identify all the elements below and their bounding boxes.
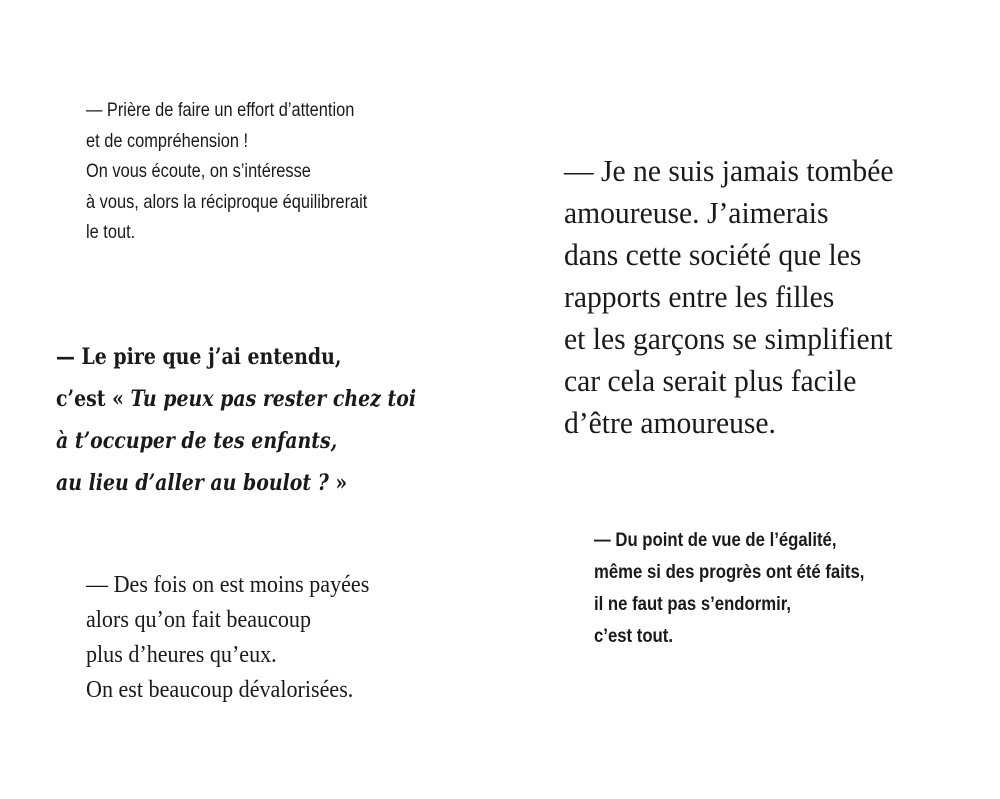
quote-line: On vous écoute, on s’intéresse: [86, 160, 311, 182]
quote-italic-text: au lieu d’aller au boulot ?: [56, 470, 329, 496]
quote-line: — Des fois on est moins payées: [86, 572, 370, 598]
quote-line: — Je ne suis jamais tombée: [564, 154, 894, 188]
quote-text: »: [328, 470, 348, 496]
quote-line: [56, 462, 416, 504]
quote-line: On est beaucoup dévalorisées.: [86, 677, 354, 703]
quote-line: rapports entre les filles: [564, 280, 835, 314]
quote-line: [56, 378, 416, 420]
quote-line: d’être amoureuse.: [564, 406, 776, 440]
quote-line: dans cette société que les: [564, 238, 862, 272]
quote-in-love: [564, 150, 893, 444]
quote-line: le tout.: [86, 221, 136, 243]
quote-line: alors qu’on fait beaucoup: [86, 607, 312, 633]
quote-worst-heard: [56, 336, 416, 504]
quote-line: il ne faut pas s’endormir,: [594, 594, 791, 615]
quote-line: car cela serait plus facile: [564, 364, 857, 398]
quote-attention: [86, 95, 367, 248]
quote-paid-less: [86, 568, 369, 708]
quote-line: c’est tout.: [594, 626, 673, 647]
quote-italic-text: Tu peux pas rester chez toi: [130, 386, 417, 412]
quote-italic-line: à t’occuper de tes enfants,: [56, 428, 338, 454]
quote-text: c’est «: [56, 386, 131, 412]
quote-line: et les garçons se simplifient: [564, 322, 893, 356]
quote-line: — Prière de faire un effort d’attention: [86, 99, 355, 121]
quote-line: plus d’heures qu’eux.: [86, 642, 277, 668]
quote-line: et de compréhension !: [86, 129, 249, 152]
quote-line: amoureuse. J’aimerais: [564, 196, 829, 230]
quote-line: même si des progrès ont été faits,: [594, 562, 865, 583]
quote-line: — Le pire que j’ai entendu,: [56, 344, 342, 370]
quote-line: à vous, alors la réciproque équilibrerait: [86, 190, 368, 213]
quote-equality: [594, 525, 864, 653]
quote-line: — Du point de vue de l’égalité,: [594, 530, 837, 551]
